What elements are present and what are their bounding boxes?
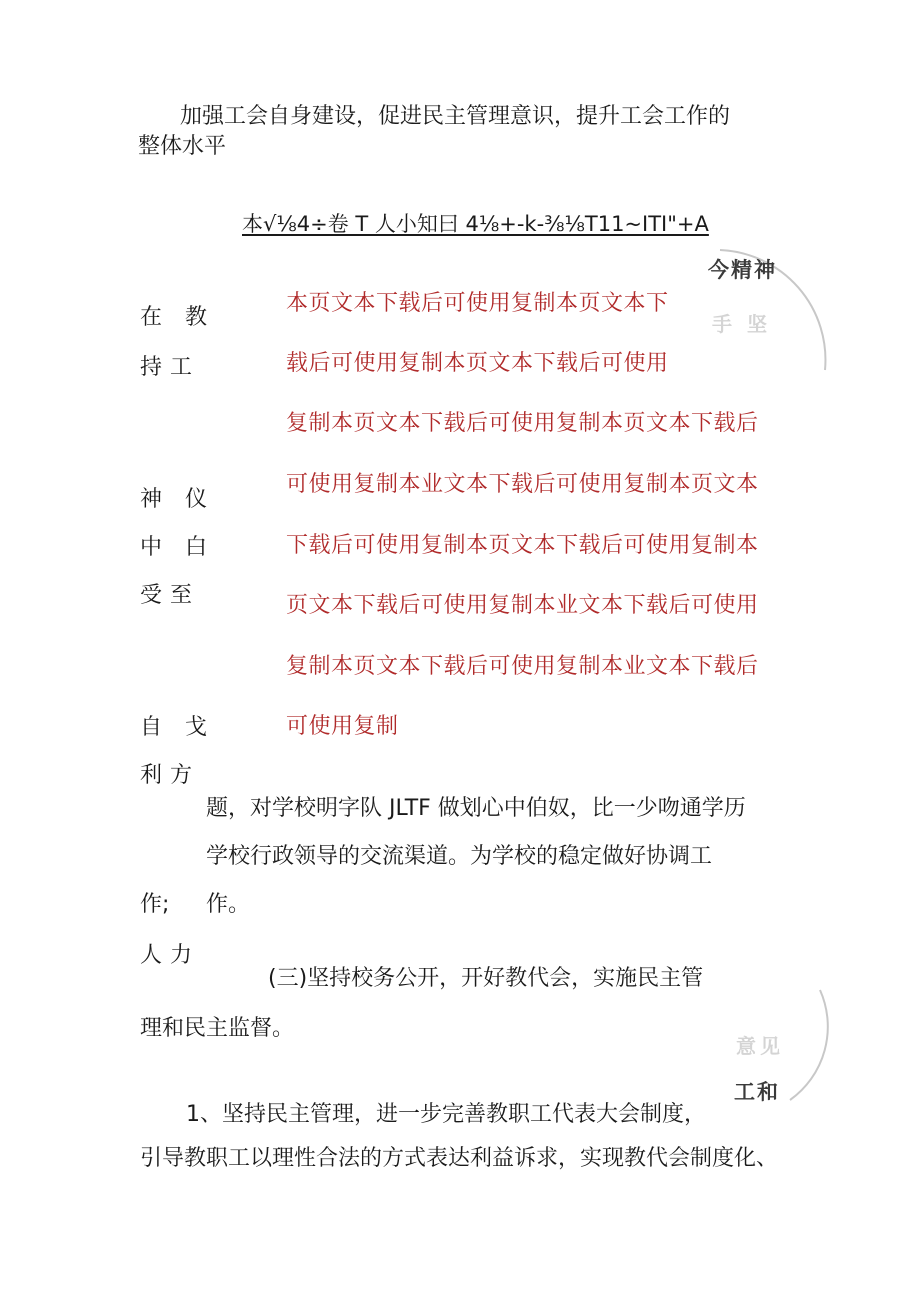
- intro-line-1: 加强工会自身建设，促进民主管理意识，提升工会工作的: [180, 104, 731, 129]
- item1-line-1: 1、坚持民主管理，进一步完善教职工代表大会制度，: [186, 1102, 706, 1127]
- stamp-faint-bottom: 意见: [736, 1034, 784, 1058]
- body-line-3: 作。: [206, 892, 251, 917]
- left-col-3: 神 仪: [140, 487, 215, 512]
- left-col-1: 在 教: [140, 305, 215, 330]
- stamp-faint-top: 手 坚: [712, 312, 771, 336]
- watermark-line-3: 复制本页文本下载后可使用复制本页文本下载后: [286, 411, 759, 436]
- watermark-line-7: 复制本页文本下载后可使用复制本业文本下载后: [286, 654, 759, 679]
- section3-line-1: (三)坚持校务公开，开好教代会，实施民主管: [268, 966, 704, 991]
- watermark-line-4: 可使用复制本业文本下载后可使用复制本页文本: [286, 472, 759, 497]
- left-col-2: 持工: [140, 355, 201, 380]
- seal-arc-bottom-icon: [780, 985, 890, 1105]
- watermark-line-1: 本页文本下载后可使用复制本页文本下: [286, 291, 669, 316]
- section3-line-2: 理和民主监督。: [140, 1016, 295, 1041]
- watermark-line-8: 可使用复制: [286, 714, 399, 739]
- left-col-4: 中 白: [140, 535, 215, 560]
- item1-line-2: 引导教职工以理性合法的方式表达利益诉求，实现教代会制度化、: [140, 1146, 779, 1171]
- body-line-1: 题，对学校明字队 JLTF 做划心中伯奴，比一少吻通学历: [206, 796, 746, 821]
- stamp-text-top: 今精神: [708, 258, 777, 282]
- garbled-heading: 本√⅛4÷卷 T 人小知曰 4⅛+-k-⅜⅛T11~ITI"+A: [242, 212, 709, 236]
- stamp-text-bottom: 工和: [734, 1080, 780, 1104]
- left-col-7: 利方: [140, 763, 201, 788]
- left-col-9: 人力: [140, 943, 201, 968]
- body-line-2: 学校行政领导的交流渠道。为学校的稳定做好协调工: [206, 844, 713, 869]
- left-col-6: 自 戈: [140, 715, 215, 740]
- left-col-5: 受至: [140, 583, 201, 608]
- left-col-8: 作;: [140, 892, 170, 917]
- watermark-line-6: 页文本下载后可使用复制本业文本下载后可使用: [286, 593, 759, 618]
- intro-line-2: 整体水平: [138, 134, 227, 159]
- watermark-line-5: 下载后可使用复制本页文本下载后可使用复制本: [286, 533, 759, 558]
- watermark-line-2: 载后可使用复制本页文本下载后可使用: [286, 351, 669, 376]
